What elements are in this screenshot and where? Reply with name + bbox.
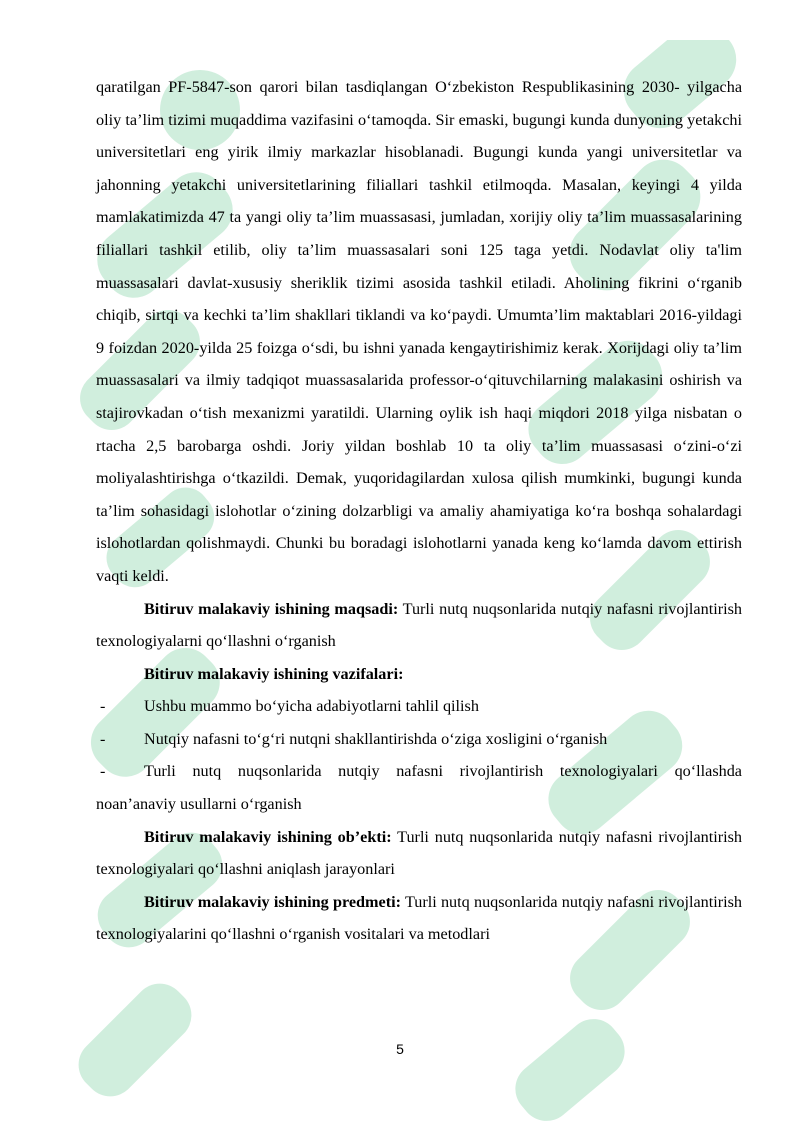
- goal-text: Turli nutq nuqsonlarida nutqiy nafasni rivojlantirish texnologiyalarni qo‘llashni o‘rganish: [96, 599, 742, 651]
- object-text: Turli nutq nuqsonlarida nutqiy nafasni rivojlantirish texnologiyalari qo‘llashni aniqlash jarayonlari: [96, 827, 743, 879]
- list-dash: -: [100, 729, 106, 748]
- document-body: [96, 71, 742, 951]
- list-item-text: Turli nutq nuqsonlarida nutqiy nafasni rivojlantirish texnologiyalari qo‘llashda: [144, 762, 742, 781]
- list-item: [96, 690, 742, 723]
- tasks-label: Bitiruv malakaviy ishining vazifalari:: [144, 664, 404, 683]
- subject-paragraph: [96, 886, 742, 951]
- list-dash: -: [100, 697, 106, 716]
- tasks-heading: [96, 658, 742, 691]
- object-label: Bitiruv malakaviy ishining ob’ekti:: [144, 827, 392, 846]
- list-item: [96, 755, 742, 788]
- list-dash: -: [100, 762, 106, 781]
- body-paragraph: qaratilgan PF-5847-son qarori bilan tasdiqlangan O‘zbekiston Respublikasining 2030- yilgacha oliy ta’lim tizimi muqaddima vazifasini o‘tamoqda. Sir emaski, bugungi kunda dunyoning yetakchi universitetlari eng yirik ilmiy markazlar hisoblanadi. Bugungi kunda yangi universitetlar va jahonning yetakchi universitetlarining filiallari tashkil etilmoqda. Masalan, keyingi 4 yilda mamlakatimizda 47 ta yangi oliy ta’lim muassasasi, jumladan, xorijiy oliy ta’lim muassasalarining filiallari tashkil etilib, oliy ta’lim muassasalari soni 125 taga yetdi. Nodavlat oliy ta'lim muassasalari davlat-xususiy sheriklik tizimi asosida tashkil etiladi. Aholining fikrini o‘rganib chiqib, sirtqi va kechki ta’lim shakllari tiklandi va ko‘paydi. Umumta’lim maktablari 2016-yildagi 9 foizdan 2020-yilda 25 foizga o‘sdi, bu ishni yanada kengaytirishimiz kerak. Xorijdagi oliy ta’lim muassasalari va ilmiy tadqiqot muassasalarida professor-o‘qituvchilarning malakasini oshirish va stajirovkadan o‘tish mexanizmi yaratildi. Ularning oylik ish haqi miqdori 2018 yilga nisbatan o rtacha 2,5 barobarga oshdi. Joriy yildan boshlab 10 ta oliy ta’lim muassasasi o‘zini-o‘zi moliyalashtirishga o‘tkazildi. Demak, yuqoridagilardan xulosa qilish mumkinki, bugungi kunda ta’lim sohasidagi islohotlar o‘zining dolzarbligi va amaliy ahamiyatiga ko‘ra boshqa sohalardagi islohotlardan qolishmaydi. Chunki bu boradagi islohotlarni yanada keng ko‘lamda davom ettirish vaqti keldi.: [96, 78, 742, 585]
- object-paragraph: [96, 821, 742, 886]
- list-item-text: Ushbu muammo bo‘yicha adabiyotlarni tahlil qilish: [144, 697, 479, 716]
- list-item-text: Nutqiy nafasni to‘g‘ri nutqni shakllantirishda o‘ziga xosligini o‘rganish: [144, 729, 608, 748]
- subject-label: Bitiruv malakaviy ishining predmeti:: [144, 892, 402, 911]
- page-number: 5: [396, 1041, 404, 1057]
- list-item: [96, 723, 742, 756]
- subject-text: Turli nutq nuqsonlarida nutqiy nafasni rivojlantirish texnologiyalarini qo‘llashni o‘rganish vositalari va metodlari: [96, 892, 742, 944]
- list-item-continuation: noan’anaviy usullarni o‘rganish: [96, 795, 302, 814]
- goal-label: Bitiruv malakaviy ishining maqsadi:: [144, 599, 399, 618]
- goal-paragraph: [96, 593, 742, 658]
